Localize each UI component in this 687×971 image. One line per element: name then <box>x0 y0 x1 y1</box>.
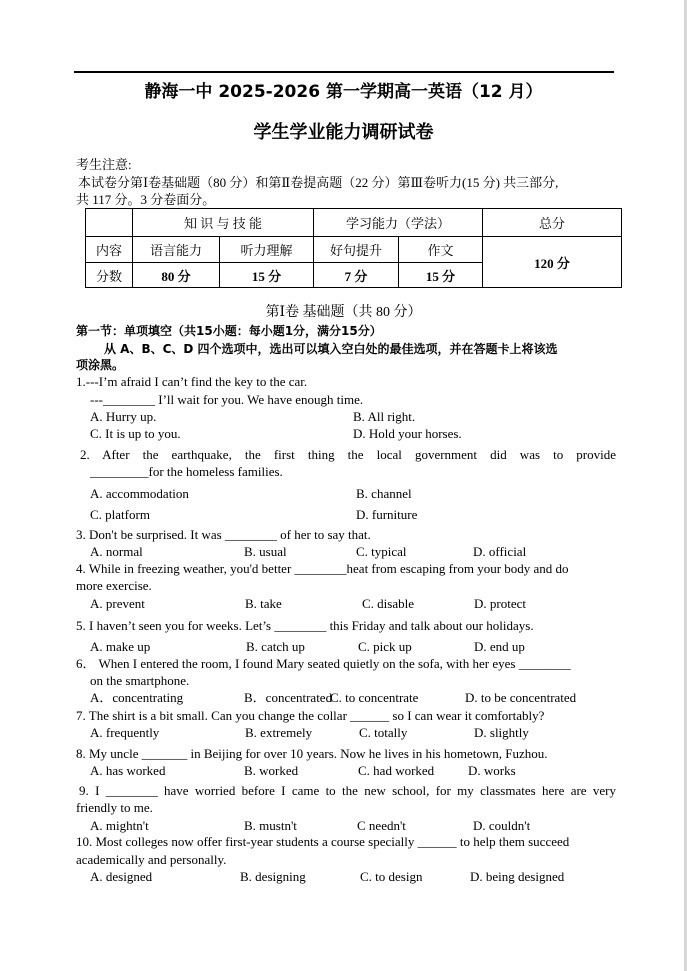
question-6-option-d: D. to be concentrated <box>465 690 577 705</box>
question-7-stem: 7. The shirt is a bit small. Can you change the collar ______ so I can wear it comfortably? <box>76 708 545 723</box>
question-9-option-b: B. mustn't <box>244 818 297 833</box>
header-rule <box>74 71 614 73</box>
instruction-line-1: 从 A、B、C、D 四个选项中，选出可以填入空白处的最佳选项，并在答题卡上将该选 <box>104 342 558 356</box>
question-3-stem: 3. Don't be surprised. It was ________ of her to say that. <box>76 527 371 542</box>
question-10-option-a: A. designed <box>90 869 153 884</box>
question-4-stem: 4. While in freezing weather, you'd better ________heat from escaping from your body and do <box>76 561 569 576</box>
question-1-option-a: A. Hurry up. <box>90 409 157 424</box>
question-8-stem: 8. My uncle _______ in Beijing for over 10 years. Now he lives in his hometown, Fuzhou. <box>76 746 548 761</box>
question-3-option-c: C. typical <box>356 544 407 559</box>
question-6-stem: 6． When I entered the room, I found Mary seated quietly on the sofa, with her eyes ________ <box>76 656 571 671</box>
question-4-stem: more exercise. <box>76 578 152 593</box>
question-5-option-b: B. catch up <box>246 639 305 654</box>
col-name: 听力理解 <box>220 237 314 263</box>
question-9-stem: friendly to me. <box>76 800 153 815</box>
part-heading: 第一节：单项填空（共15小题：每小题1分，满分15分） <box>76 324 382 338</box>
question-9-option-d: D. couldn't <box>473 818 531 833</box>
question-5-stem: 5. I haven’t seen you for weeks. Let’s ________ this Friday and talk about our holidays. <box>76 618 534 633</box>
question-7-option-b: B. extremely <box>245 725 313 740</box>
question-10-stem: academically and personally. <box>76 852 227 867</box>
question-8-option-d: D. works <box>468 763 516 778</box>
col-score: 15 分 <box>220 263 314 288</box>
question-7-option-d: D. slightly <box>474 725 529 740</box>
question-2-stem: 2. After the earthquake, the first thing the local government did was to provide <box>80 447 616 462</box>
question-6-option-b: B．concentrated <box>244 690 333 705</box>
question-6-option-a: A．concentrating <box>90 690 184 705</box>
question-10-option-b: B. designing <box>240 869 306 884</box>
notice-label: 考生注意: <box>76 157 132 172</box>
question-4-option-c: C. disable <box>362 596 414 611</box>
col-score: 15 分 <box>399 263 483 288</box>
question-5-option-a: A. make up <box>90 639 151 654</box>
question-6-option-c: C. to concentrate <box>330 690 419 705</box>
col-name: 好句提升 <box>314 237 399 263</box>
question-1-stem: 1.---I’m afraid I can’t find the key to the car. <box>76 374 308 389</box>
question-2-option-a: A. accommodation <box>90 486 189 501</box>
question-8-option-b: B. worked <box>244 763 299 778</box>
question-5-option-d: D. end up <box>474 639 525 654</box>
question-6-stem: on the smartphone. <box>90 673 190 688</box>
section-title: 第Ⅰ卷 基础题（共 80 分） <box>265 305 422 320</box>
question-3-option-b: B. usual <box>244 544 287 559</box>
col-name: 作文 <box>399 237 483 263</box>
question-4-option-d: D. protect <box>474 596 526 611</box>
notice-line-1: 本试卷分第Ⅰ卷基础题（80 分）和第Ⅱ卷提高题（22 分）第Ⅲ卷听力(15 分) 共三部分, <box>78 175 559 190</box>
total-score: 120 分 <box>483 237 622 288</box>
question-7-option-c: C. totally <box>359 725 408 740</box>
question-2-option-c: C. platform <box>90 507 150 522</box>
question-9-option-c: C needn't <box>357 818 406 833</box>
question-1-option-d: D. Hold your horses. <box>353 426 462 441</box>
question-1-option-b: B. All right. <box>353 409 416 424</box>
notice-line-2: 共 117 分。3 分卷面分。 <box>76 192 216 207</box>
question-9-option-a: A. mightn't <box>90 818 149 833</box>
question-10-option-d: D. being designed <box>470 869 565 884</box>
question-7-option-a: A. frequently <box>90 725 160 740</box>
instruction-line-2: 项涂黑。 <box>76 358 125 372</box>
row-label-content: 内容 <box>86 237 133 263</box>
question-4-option-a: A. prevent <box>90 596 145 611</box>
question-3-option-a: A. normal <box>90 544 143 559</box>
question-8-option-c: C. had worked <box>358 763 435 778</box>
exam-subtitle: 学生学业能力调研试卷 <box>253 122 434 143</box>
question-8-option-a: A. has worked <box>90 763 166 778</box>
question-2-option-d: D. furniture <box>356 507 418 522</box>
score-table <box>85 208 622 288</box>
table-corner <box>86 209 133 237</box>
question-3-option-d: D. official <box>473 544 527 559</box>
question-5-option-c: C. pick up <box>358 639 412 654</box>
group-learning: 学习能力（学法） <box>314 209 483 237</box>
question-9-stem: 9. I ________ have worried before I came to the new school, for my classmates here are very <box>79 783 616 798</box>
col-score: 7 分 <box>314 263 399 288</box>
col-score: 80 分 <box>133 263 220 288</box>
question-1-option-c: C. It is up to you. <box>90 426 181 441</box>
exam-title: 静海一中 2025-2026 第一学期高一英语（12 月） <box>144 82 543 102</box>
question-10-stem: 10. Most colleges now offer first-year students a course specially ______ to help them succeed <box>76 834 570 849</box>
question-2-option-b: B. channel <box>356 486 412 501</box>
row-label-score: 分数 <box>86 263 133 288</box>
question-4-option-b: B. take <box>245 596 282 611</box>
question-10-option-c: C. to design <box>360 869 423 884</box>
group-knowledge: 知 识 与 技 能 <box>133 209 314 237</box>
question-1-stem: ---________ I’ll wait for you. We have enough time. <box>90 392 364 407</box>
total-header: 总分 <box>483 209 622 237</box>
col-name: 语言能力 <box>133 237 220 263</box>
question-2-stem: _________for the homeless families. <box>90 464 283 479</box>
